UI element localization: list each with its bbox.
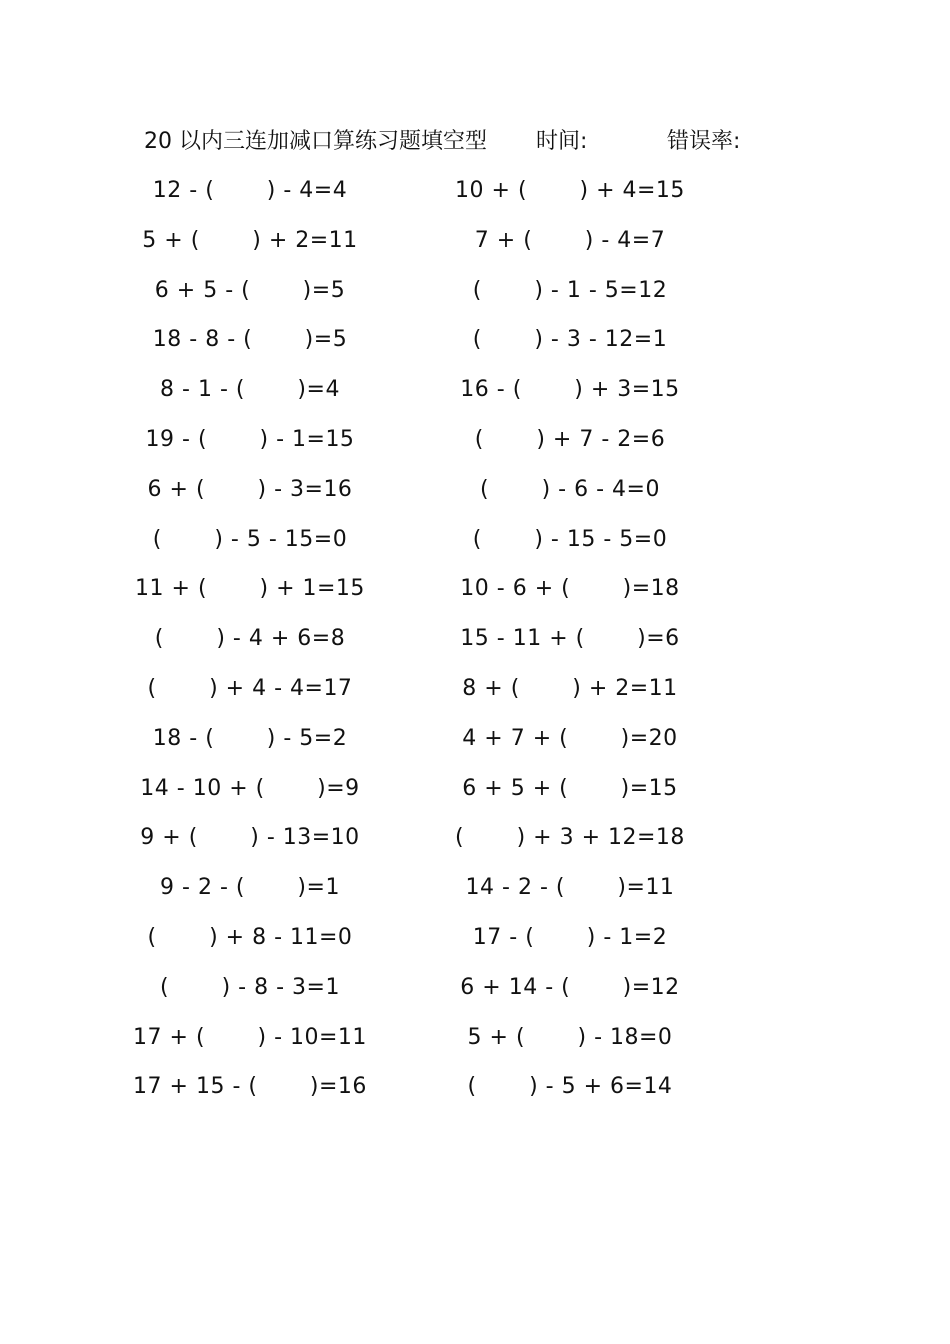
math-problem: 8 - 1 - ( )=4: [160, 377, 340, 403]
math-problem: ( ) + 3 + 12=18: [455, 825, 685, 851]
math-problem: 17 + 15 - ( )=16: [133, 1074, 367, 1100]
math-problem: 6 + ( ) - 3=16: [147, 476, 353, 502]
math-problem: 9 - 2 - ( )=1: [160, 875, 340, 901]
math-problem: 17 + ( ) - 10=11: [133, 1024, 367, 1050]
math-problem: 6 + 5 + ( )=15: [462, 775, 678, 801]
math-problem: 11 + ( ) + 1=15: [135, 576, 365, 602]
math-problem: ( ) - 5 - 15=0: [152, 526, 348, 552]
error-rate-label: 错误率:: [667, 129, 741, 154]
math-problem: 15 - 11 + ( )=6: [460, 626, 680, 652]
math-problem: ( ) + 7 - 2=6: [474, 426, 666, 452]
worksheet-header: [144, 124, 764, 160]
math-problem: 4 + 7 + ( )=20: [462, 725, 678, 751]
math-problem: ( ) - 15 - 5=0: [472, 526, 668, 552]
math-problem: 18 - 8 - ( )=5: [152, 327, 348, 353]
math-problem: ( ) - 5 + 6=14: [467, 1074, 673, 1100]
math-problem: 5 + ( ) + 2=11: [142, 227, 358, 253]
math-problem: 10 + ( ) + 4=15: [455, 178, 685, 203]
math-problem: 12 - ( ) - 4=4: [152, 178, 348, 203]
math-problem: ( ) - 1 - 5=12: [472, 277, 668, 303]
math-problem: 16 - ( ) + 3=15: [460, 377, 680, 403]
math-problem: ( ) + 8 - 11=0: [147, 924, 353, 950]
math-problem: ( ) - 8 - 3=1: [160, 974, 340, 1000]
math-problem: 14 - 10 + ( )=9: [140, 775, 360, 801]
math-problem: 19 - ( ) - 1=15: [145, 426, 355, 452]
left-problem-column: [100, 172, 400, 1118]
math-problem: 10 - 6 + ( )=18: [460, 576, 680, 602]
math-problem: 9 + ( ) - 13=10: [140, 825, 360, 851]
math-problem: ( ) - 4 + 6=8: [154, 626, 346, 652]
math-problem: 7 + ( ) - 4=7: [474, 227, 666, 253]
math-problem: ( ) - 6 - 4=0: [480, 476, 660, 502]
math-problem: 5 + ( ) - 18=0: [467, 1024, 673, 1050]
math-problem: 6 + 14 - ( )=12: [460, 974, 680, 1000]
math-problem: 14 - 2 - ( )=11: [465, 875, 675, 901]
right-problem-column: [420, 172, 720, 1118]
math-problem: ( ) - 3 - 12=1: [472, 327, 668, 353]
time-label: 时间:: [536, 129, 588, 154]
math-problem: 17 - ( ) - 1=2: [472, 924, 668, 950]
worksheet-title: 20 以内三连加减口算练习题填空型: [144, 129, 487, 154]
math-problem: 18 - ( ) - 5=2: [152, 725, 348, 751]
math-problem: 6 + 5 - ( )=5: [154, 277, 346, 303]
math-problem: 8 + ( ) + 2=11: [462, 675, 678, 701]
math-problem: ( ) + 4 - 4=17: [147, 675, 353, 701]
